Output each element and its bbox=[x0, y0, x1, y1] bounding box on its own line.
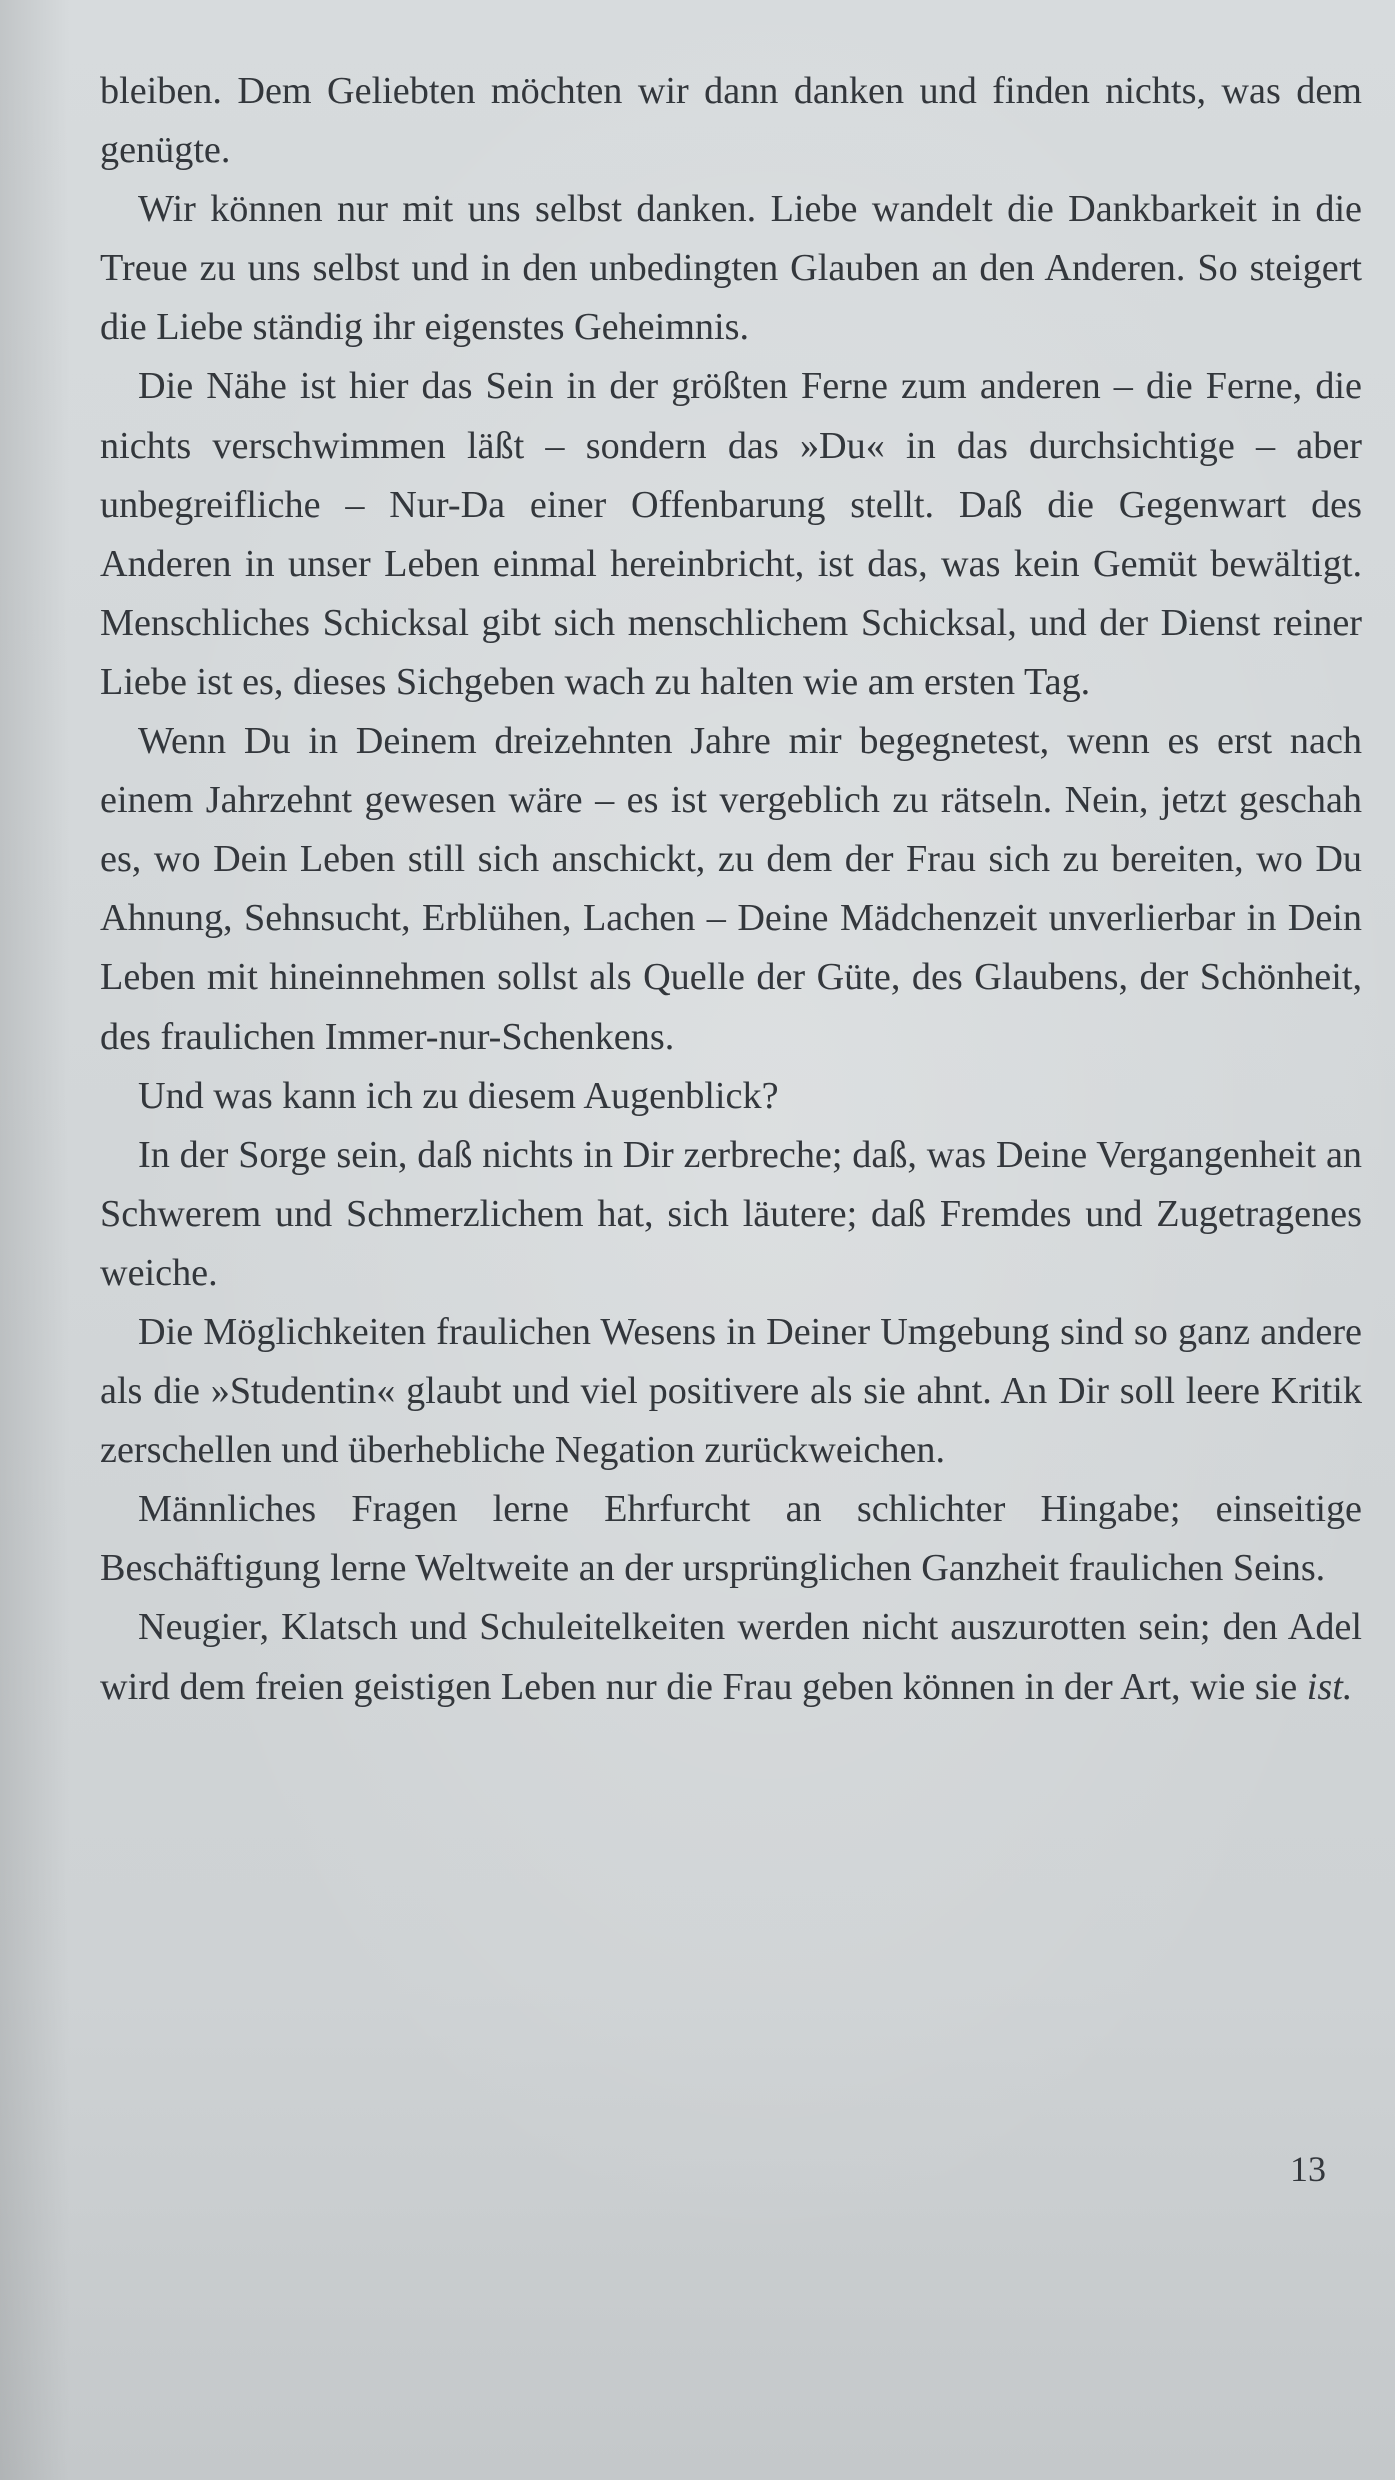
body-text bbox=[100, 62, 1362, 1717]
paragraph: Männliches Fragen lerne Ehrfurcht an schlichter Hingabe; einseitige Beschäftigung lerne Weltweite an der ursprünglichen Ganzheit fraulichen Seins. bbox=[100, 1488, 1362, 1590]
paragraph-last-text: Neugier, Klatsch und Schuleitelkeiten werden nicht auszurotten sein; den Adel wird dem freien geistigen Leben nur die Frau geben können in der Art, wie sie bbox=[100, 1606, 1362, 1708]
emphasized-word: ist. bbox=[1306, 1665, 1353, 1708]
paragraph: bleiben. Dem Geliebten möchten wir dann danken und finden nichts, was dem genügte. bbox=[100, 70, 1362, 172]
paragraph: Die Nähe ist hier das Sein in der größten Ferne zum anderen – die Ferne, die nichts verschwimmen läßt – sondern das »Du« in das durchsichtige – aber unbegreifliche – Nur-Da einer Offenbarung stellt. Daß die Gegenwart des Anderen in unser Leben einmal hereinbricht, ist das, was kein Gemüt bewältigt. Menschliches Schicksal gibt sich menschlichem Schicksal, und der Dienst reiner Liebe ist es, dieses Sichgeben wach zu halten wie am ersten Tag. bbox=[100, 365, 1362, 703]
paragraph: Die Möglichkeiten fraulichen Wesens in Deiner Umgebung sind so ganz andere als die »Studentin« glaubt und viel positivere als sie ahnt. An Dir soll leere Kritik zerschellen und überhebliche Negation zurückweichen. bbox=[100, 1310, 1362, 1472]
page-number: 13 bbox=[1290, 2149, 1326, 2189]
paragraph-last bbox=[100, 1598, 1362, 1716]
paragraph: In der Sorge sein, daß nichts in Dir zerbreche; daß, was Deine Vergangenheit an Schwerem und Schmerzlichem hat, sich läutere; daß Fremdes und Zugetragenes weiche. bbox=[100, 1133, 1362, 1294]
paragraph: Und was kann ich zu diesem Augenblick? bbox=[138, 1074, 779, 1117]
paragraph: Wir können nur mit uns selbst danken. Liebe wandelt die Dankbarkeit in die Treue zu uns selbst und in den unbedingten Glauben an den Anderen. So steigert die Liebe ständig ihr eigenstes Geheimnis. bbox=[100, 188, 1362, 349]
paragraph: Wenn Du in Deinem dreizehnten Jahre mir begegnetest, wenn es erst nach einem Jahrzehnt gewesen wäre – es ist vergeblich zu rätseln. Nein, jetzt geschah es, wo Dein Leben still sich anschickt, zu dem der Frau sich zu bereiten, wo Du Ahnung, Sehnsucht, Erblühen, Lachen – Deine Mädchenzeit unverlierbar in Dein Leben mit hineinnehmen sollst als Quelle der Güte, des Glaubens, der Schönheit, des fraulichen Immer-nur-Schenkens. bbox=[100, 720, 1362, 1058]
